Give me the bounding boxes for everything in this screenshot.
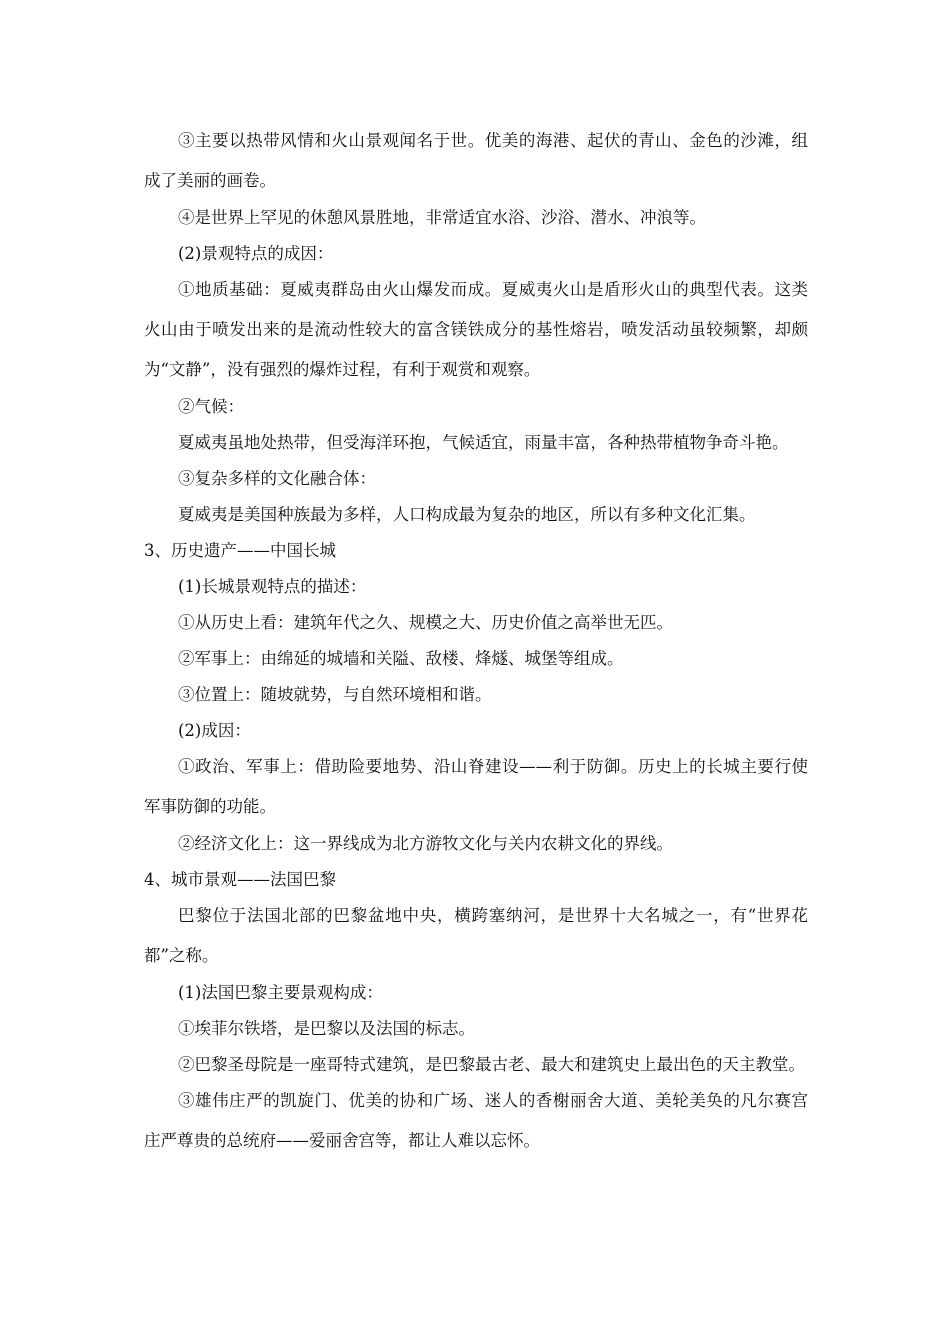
paragraph-line: 成了美丽的画卷。 [144, 171, 276, 190]
section-heading: (1)法国巴黎主要景观构成： [178, 983, 383, 1002]
section-heading: 4、城市景观——法国巴黎 [144, 870, 336, 889]
paragraph-line: 夏威夷虽地处热带，但受海洋环抱，气候适宜，雨量丰富，各种热带植物争奇斗艳。 [178, 433, 789, 452]
paragraph-line: ②气候： [178, 397, 244, 416]
paragraph-line: ③位置上：随坡就势，与自然环境相和谐。 [178, 685, 492, 704]
paragraph-line: ④是世界上罕见的休憩风景胜地，非常适宜水浴、沙浴、潜水、冲浪等。 [178, 208, 706, 227]
paragraph-line: 为“文静”，没有强烈的爆炸过程，有利于观赏和观察。 [144, 360, 541, 379]
section-heading: (2)成因： [178, 721, 251, 740]
paragraph-line: 巴黎位于法国北部的巴黎盆地中央，横跨塞纳河，是世界十大名城之一，有“世界花 [178, 906, 808, 925]
paragraph-line: 都”之称。 [144, 946, 219, 965]
paragraph-line: 夏威夷是美国种族最为多样，人口构成最为复杂的地区，所以有多种文化汇集。 [178, 505, 756, 524]
paragraph-line: ①埃菲尔铁塔，是巴黎以及法国的标志。 [178, 1019, 475, 1038]
paragraph-line: 庄严尊贵的总统府——爱丽舍宫等，都让人难以忘怀。 [144, 1131, 540, 1150]
paragraph-line: 军事防御的功能。 [144, 797, 276, 816]
section-heading: 3、历史遗产——中国长城 [144, 541, 336, 560]
paragraph-line: ②军事上：由绵延的城墙和关隘、敌楼、烽燧、城堡等组成。 [178, 649, 624, 668]
paragraph-line: ③复杂多样的文化融合体： [178, 469, 376, 488]
section-heading: (1)长城景观特点的描述： [178, 577, 367, 596]
paragraph-line: ①地质基础：夏威夷群岛由火山爆发而成。夏威夷火山是盾形火山的典型代表。这类 [178, 280, 808, 299]
paragraph-line: ①政治、军事上：借助险要地势、沿山脊建设——利于防御。历史上的长城主要行使 [178, 757, 808, 776]
section-heading: (2)景观特点的成因： [178, 244, 334, 263]
paragraph-line: ②巴黎圣母院是一座哥特式建筑，是巴黎最古老、最大和建筑史上最出色的天主教堂。 [178, 1055, 805, 1074]
paragraph-line: ③雄伟庄严的凯旋门、优美的协和广场、迷人的香榭丽舍大道、美轮美奂的凡尔赛宫 [178, 1091, 808, 1110]
paragraph-line: ①从历史上看：建筑年代之久、规模之大、历史价值之高举世无匹。 [178, 613, 673, 632]
paragraph-line: ②经济文化上：这一界线成为北方游牧文化与关内农耕文化的界线。 [178, 834, 673, 853]
paragraph-line: 火山由于喷发出来的是流动性较大的富含镁铁成分的基性熔岩，喷发活动虽较频繁，却颇 [144, 320, 808, 339]
paragraph-line: ③主要以热带风情和火山景观闻名于世。优美的海港、起伏的青山、金色的沙滩，组 [178, 131, 808, 150]
